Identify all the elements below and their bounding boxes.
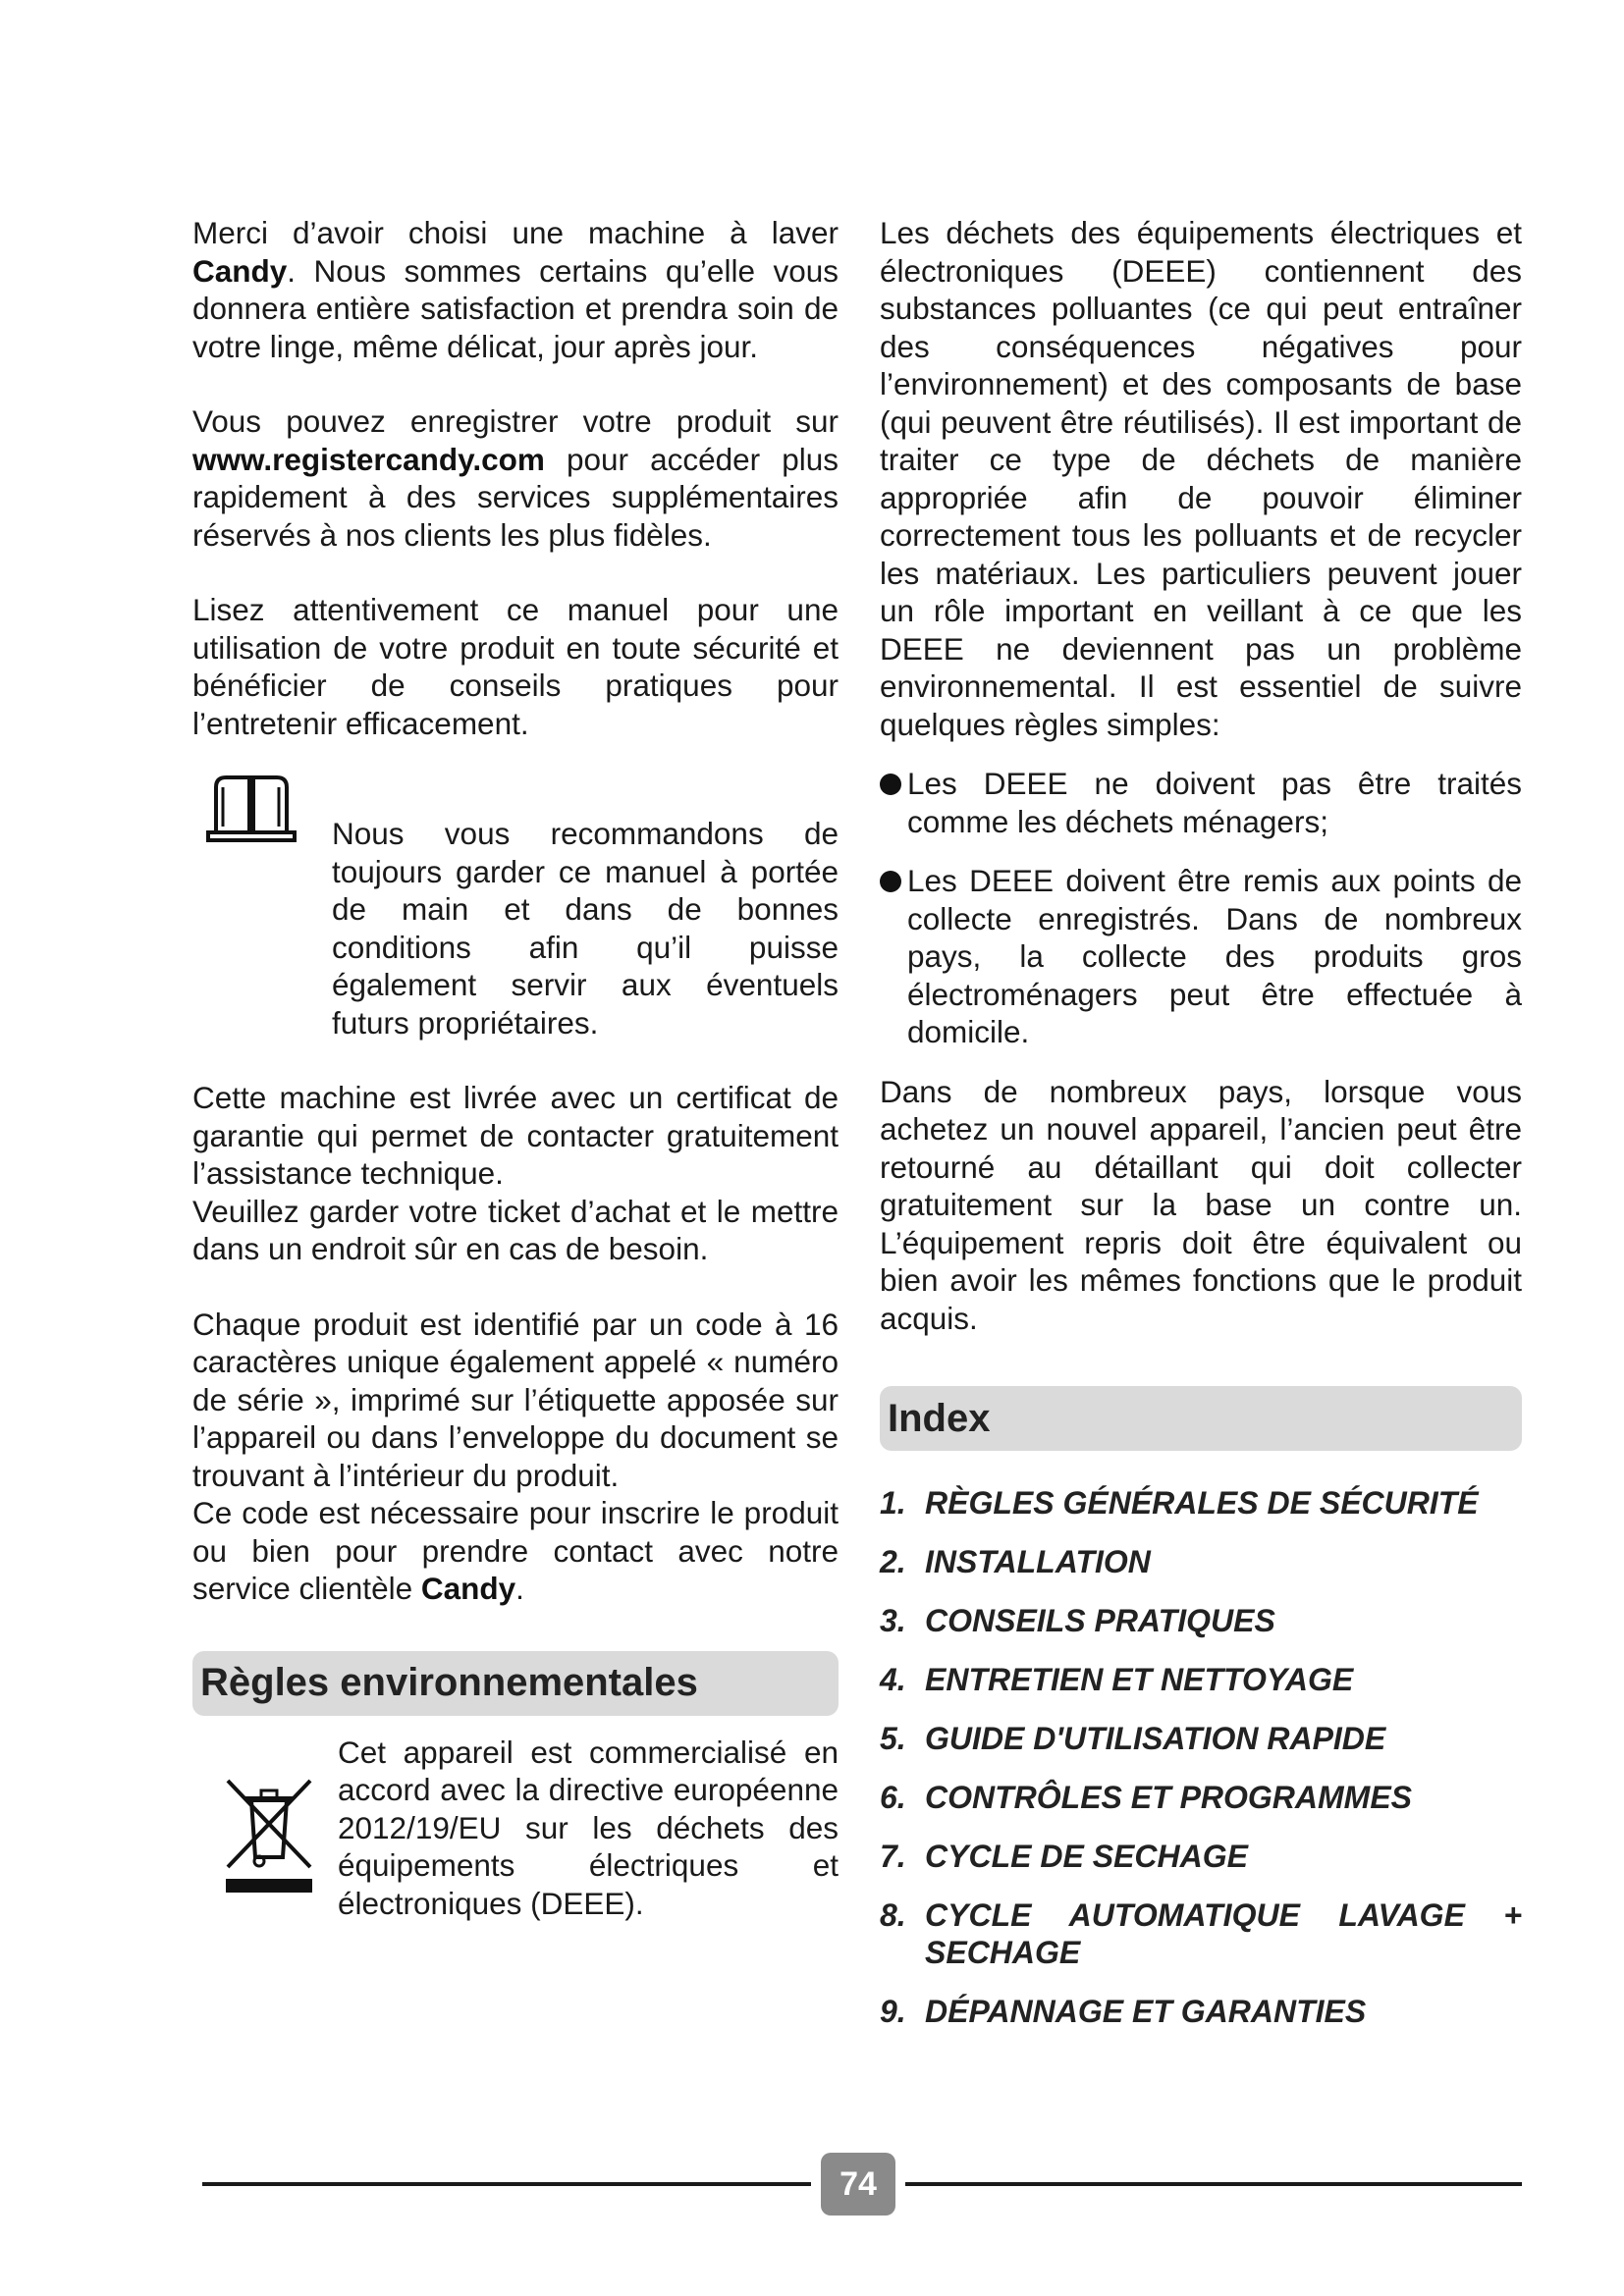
- bullet-icon: [880, 774, 901, 795]
- return-paragraph: Dans de nombreux pays, lorsque vous achetez un nouvel appareil, l’ancien peut être retourné au détaillant qui doit collecter gratuitement sur la base un contre un. L’équipement repris doit être équivalent ou bien avoir les mêmes fonctions que le produit acquis.: [880, 1073, 1522, 1336]
- footer-rule-left: [202, 2182, 811, 2186]
- bullet-item: Les DEEE doivent être remis aux points de collecte enregistrés. Dans de nombreux pays, la collecte des produits gros électroménagers peut être effectuée à domicile.: [880, 862, 1522, 1051]
- bullet-icon: [880, 871, 901, 892]
- right-column: [880, 214, 1522, 2052]
- index-heading: Index: [880, 1386, 1522, 1451]
- index-item[interactable]: 1. RÈGLES GÉNÉRALES DE SÉCURITÉ: [880, 1485, 1479, 1521]
- intro-paragraph: Merci d’avoir choisi une machine à laver Candy. Nous sommes certains qu’elle vous donnera entière satisfaction et prendra soin de votre linge, même délicat, jour après jour.: [192, 215, 839, 364]
- index-list: [880, 1484, 1522, 2030]
- code-paragraph: Ce code est nécessaire pour inscrire le produit ou bien pour prendre contact avec notre service clientèle Candy.: [192, 1495, 839, 1606]
- index-item[interactable]: 7. CYCLE DE SECHAGE: [880, 1839, 1248, 1874]
- index-item[interactable]: 4. ENTRETIEN ET NETTOYAGE: [880, 1662, 1354, 1697]
- footer-rule-right: [905, 2182, 1522, 2186]
- brand-name: Candy: [192, 252, 288, 289]
- index-item[interactable]: 6. CONTRÔLES ET PROGRAMMES: [880, 1780, 1413, 1815]
- receipt-paragraph: Veuillez garder votre ticket d’achat et le mettre dans un endroit sûr en cas de besoin.: [192, 1193, 839, 1266]
- weee-paragraph: Les déchets des équipements électriques et électroniques (DEEE) contiennent des substances polluantes (ce qui peut entraîner des conséquences négatives pour l’environnement) et des composants de base (qui peuvent être réutilisés). Il est important de traiter ce type de déchets de manière appropriée afin de pouvoir éliminer correctement tous les polluants et de recycler les matériaux. Les particuliers peuvent jouer un rôle important en veillant à ce que les DEEE ne deviennent pas un problème environnemental. Il est essentiel de suivre quelques règles simples:: [880, 215, 1522, 742]
- manual-keep-note: [192, 772, 839, 1041]
- register-paragraph: Vous pouvez enregistrer votre produit sur www.registercandy.com pour accéder plus rapidement à des services supplémentaires réservés à nos clients les plus fidèles.: [192, 403, 839, 553]
- brand-name: Candy: [420, 1571, 516, 1606]
- environment-block: [192, 1734, 839, 1923]
- index-item[interactable]: 2. INSTALLATION: [880, 1544, 1151, 1579]
- crossed-bin-icon: [222, 1777, 316, 1895]
- index-item[interactable]: 3. CONSEILS PRATIQUES: [880, 1603, 1275, 1638]
- serial-paragraph: Chaque produit est identifié par un code à 16 caractères unique également appelé « numéro de série », imprimé sur l’étiquette apposée sur l’appareil ou dans l’enveloppe du document se trouvant à l’intérieur du produit.: [192, 1306, 839, 1493]
- environment-heading: Règles environnementales: [192, 1651, 839, 1716]
- left-column: [192, 214, 839, 1922]
- warranty-paragraph: Cette machine est livrée avec un certificat de garantie qui permet de contacter gratuitement l’assistance technique.: [192, 1080, 839, 1191]
- manual-keep-paragraph: Nous vous recommandons de toujours garder ce manuel à portée de main et dans de bonnes conditions afin qu’il puisse également servir aux éventuels futurs propriétaires.: [332, 816, 839, 1041]
- register-link[interactable]: www.registercandy.com: [192, 441, 545, 477]
- manual-paragraph: Lisez attentivement ce manuel pour une utilisation de votre produit en toute sécurité et bénéficier de conseils pratiques pour l’entretenir efficacement.: [192, 592, 839, 741]
- page-number: 74: [821, 2153, 895, 2216]
- index-item[interactable]: 8. CYCLE AUTOMATIQUE LAVAGE + SECHAGE: [880, 1897, 1522, 1970]
- weee-directive-paragraph: Cet appareil est commercialisé en accord avec la directive européenne 2012/19/EU sur les déchets des équipements électriques et électroniques (DEEE).: [338, 1734, 839, 1921]
- index-item[interactable]: 5. GUIDE D'UTILISATION RAPIDE: [880, 1721, 1386, 1756]
- index-item[interactable]: 9. DÉPANNAGE ET GARANTIES: [880, 1994, 1367, 2029]
- bullet-item: Les DEEE ne doivent pas être traités comme les déchets ménagers;: [880, 765, 1522, 840]
- book-icon: [206, 772, 297, 844]
